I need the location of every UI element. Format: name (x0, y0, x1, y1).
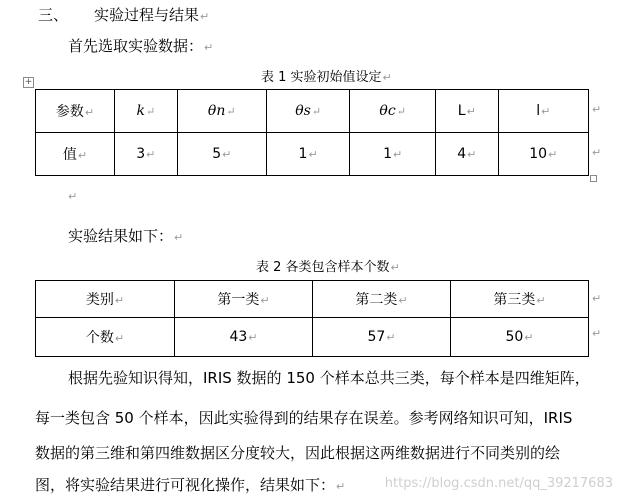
row-end-mark: ↵ (592, 327, 602, 340)
table2-header-row (36, 281, 589, 318)
paragraph-mark: ↵ (204, 41, 214, 54)
table1-param: θs↵ (266, 90, 350, 133)
table1 (35, 89, 589, 176)
table1-param: θc↵ (350, 90, 436, 133)
table2-header-label: 类别↵ (36, 281, 175, 318)
table-resize-handle-icon[interactable] (590, 175, 597, 182)
table2-caption-text: 表 2 各类包含样本个数 (256, 260, 390, 275)
table1-header-label: 参数↵ (36, 90, 115, 133)
table2-caption (256, 256, 400, 275)
table-move-handle-icon[interactable]: + (24, 77, 33, 87)
result-text: 实验结果如下： (68, 227, 174, 245)
table1-value: 1↵ (266, 133, 350, 176)
table2-class: 第三类↵ (451, 281, 589, 318)
section-title: 实验过程与结果 (94, 6, 200, 24)
watermark: https://blog.csdn.net/qq_39217683 (384, 476, 613, 491)
table1-value-label: 值↵ (36, 133, 115, 176)
table2-row-label: 个数↵ (36, 318, 175, 357)
body-line: 图，将实验结果进行可视化操作，结果如下： (35, 476, 336, 494)
body-line: 数据的第三维和第四维数据区分度较大，因此根据这两维数据进行不同类别的绘 (35, 444, 561, 462)
body-line: 根据先验知识得知，IRIS 数据的 150 个样本总共三类，每个样本是四维矩阵， (68, 369, 590, 387)
empty-paragraph-mark: ↵ (68, 190, 78, 203)
table1-value: 5↵ (177, 133, 266, 176)
table1-header-row (36, 90, 589, 133)
table1-value: 1↵ (350, 133, 436, 176)
table1-value: 10↵ (498, 133, 588, 176)
table1-param: k↵ (115, 90, 178, 133)
intro-paragraph (68, 35, 213, 56)
table1-param: l↵ (498, 90, 588, 133)
table2-count: 57↵ (313, 318, 451, 357)
paragraph-mark: ↵ (200, 10, 210, 23)
result-paragraph (68, 225, 183, 246)
table2-count: 43↵ (175, 318, 313, 357)
table1-value: 3↵ (115, 133, 178, 176)
table1-value: 4↵ (435, 133, 498, 176)
table1-caption (261, 66, 392, 85)
table2-class: 第二类↵ (313, 281, 451, 318)
table1-value-row (36, 133, 589, 176)
section-heading (38, 4, 209, 25)
row-end-mark: ↵ (592, 292, 602, 305)
table1-caption-text: 表 1 实验初始值设定 (261, 70, 382, 85)
table2-count: 50↵ (451, 318, 589, 357)
section-number: 三、 (38, 6, 69, 24)
table2-count-row (36, 318, 589, 357)
row-end-mark: ↵ (592, 103, 602, 116)
paragraph-mark: ↵ (382, 71, 392, 84)
paragraph-mark: ↵ (336, 480, 346, 493)
table1-param: L↵ (435, 90, 498, 133)
paragraph-mark: ↵ (174, 231, 184, 244)
body-line: 每一类包含 50 个样本，因此实验得到的结果存在误差。参考网络知识可知，IRIS (35, 409, 573, 427)
paragraph-mark: ↵ (390, 261, 400, 274)
intro-text: 首先选取实验数据： (68, 37, 204, 55)
body-line-last (35, 474, 345, 495)
table2 (35, 280, 589, 357)
row-end-mark: ↵ (592, 146, 602, 159)
table1-param: θn↵ (177, 90, 266, 133)
table2-class: 第一类↵ (175, 281, 313, 318)
